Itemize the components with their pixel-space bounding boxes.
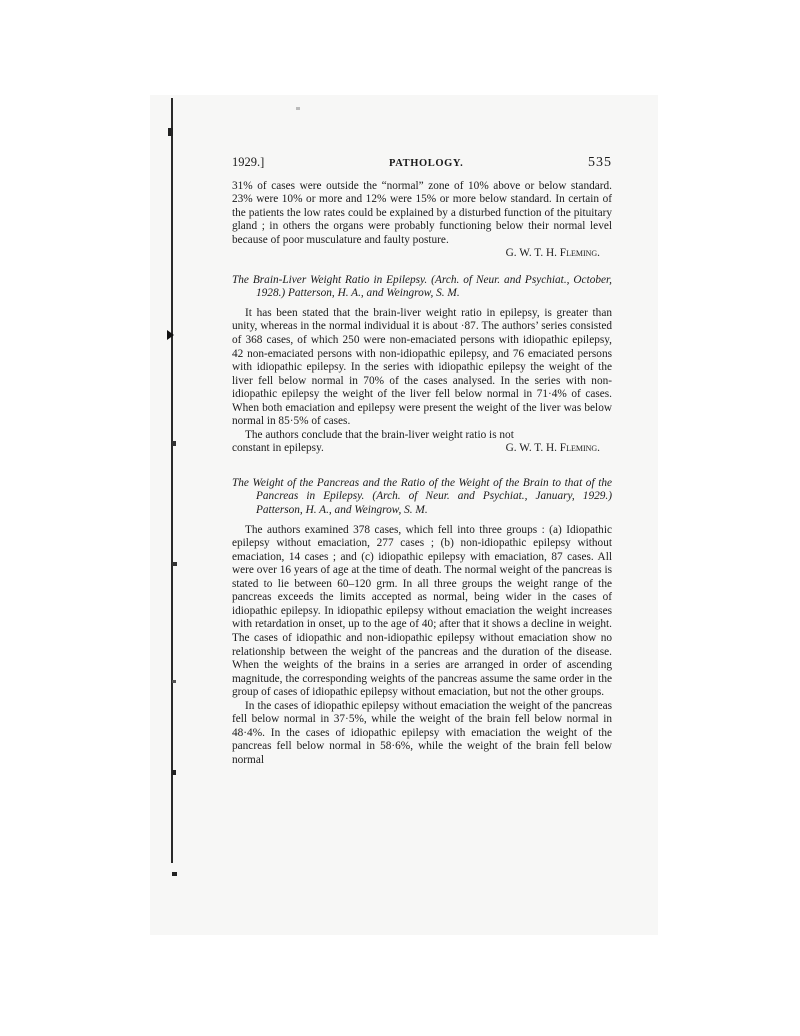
scan-mark (172, 562, 177, 566)
scan-mark (172, 770, 176, 775)
journal-page (232, 156, 612, 767)
article1-signature: G. W. T. H. Fleming. (505, 442, 600, 455)
article1-paragraph-2: The authors conclude that the brain-liver weight ratio is not (245, 428, 514, 441)
header-section-title: PATHOLOGY. (388, 158, 464, 169)
page-number: 535 (588, 155, 612, 170)
continuation-paragraph: 31% of cases were outside the “normal” zone of 10% above or below standard. 23% were 10% or more and 12% were 15% or more below standard. In certain of the patients the low rates could be explained by a disturbed function of the pituitary gland ; in others the organs were probably functioning below their normal level because of poor musculature and faulty posture. (232, 179, 612, 246)
continuation-signature: G. W. T. H. Fleming. (505, 247, 600, 260)
running-header (232, 156, 612, 171)
article1-paragraph-2-end: constant in epilepsy. (232, 442, 324, 455)
binding-edge-line (171, 98, 173, 863)
scan-speck (296, 107, 300, 110)
article2-paragraph-2: In the cases of idiopathic epilepsy without emaciation the weight of the pancreas fell below normal in 37·5%, while the weight of the brain fell below normal in 48·4%. In the cases of idiopathic epilepsy with emaciation the weight of the pancreas fell below normal in 58·6%, while the weight of the brain fell below normal (232, 699, 612, 766)
article2-paragraph-1: The authors examined 378 cases, which fell into three groups : (a) Idiopathic epilepsy without emaciation, 277 cases ; (b) non-idiopathic epilepsy without emaciation, 14 cases ; and (c) idiopathic epilepsy with emaciation, 87 cases. All were over 16 years of age at the time of death. The normal weight of the pancreas is stated to lie between 60–120 grm. In all three groups the weight range of the pancreas exceeds the limits accepted as normal, being wider in the cases of idiopathic epilepsy. In idiopathic epilepsy without emaciation the weight increases with retardation in onset, up to the age of 40; after that it shows a decline in weight. The cases of idiopathic and non-idiopathic epilepsy without emaciation show no relationship between the weight of the pancreas and the duration of the disease. When the weights of the brains in a series are arranged in order of ascending magnitude, the corresponding weights of the pancreas assume the same order in the group of cases of idiopathic epilepsy without emaciation, but not the other groups. (232, 523, 612, 699)
article1-closing-line (232, 442, 612, 456)
scan-mark (172, 872, 177, 876)
header-year: 1929.] (232, 155, 265, 169)
article1-reference: The Brain-Liver Weight Ratio in Epilepsy. (Arch. of Neur. and Psychiat., October, 1928.) Patterson, H. A., and Weingrow, S. M. (232, 273, 612, 300)
scan-mark (168, 128, 173, 136)
scan-mark (172, 441, 176, 446)
article2-reference: The Weight of the Pancreas and the Ratio of the Weight of the Brain to that of the Pancreas in Epilepsy. (Arch. of Neur. and Psychiat., January, 1929.) Patterson, H. A., and Weingrow, S. M. (232, 476, 612, 517)
scan-mark (172, 680, 176, 683)
article1-paragraph-1: It has been stated that the brain-liver weight ratio in epilepsy, is greater than unity, whereas in the normal individual it is about ·87. The authors’ series consisted of 368 cases, of which 250 were non-emaciated persons with idiopathic epilepsy, 42 non-emaciated persons with non-idiopathic epilepsy, and 76 emaciated persons with idiopathic epilepsy. In the series with idiopathic epilepsy the weight of the liver fell below normal in 70% of the cases analysed. In the series with non-idiopathic epilepsy the weight of the liver fell below normal in 71·4% of cases. When both emaciation and epilepsy were present the weight of the liver was below normal in 85·5% of cases. (232, 306, 612, 428)
